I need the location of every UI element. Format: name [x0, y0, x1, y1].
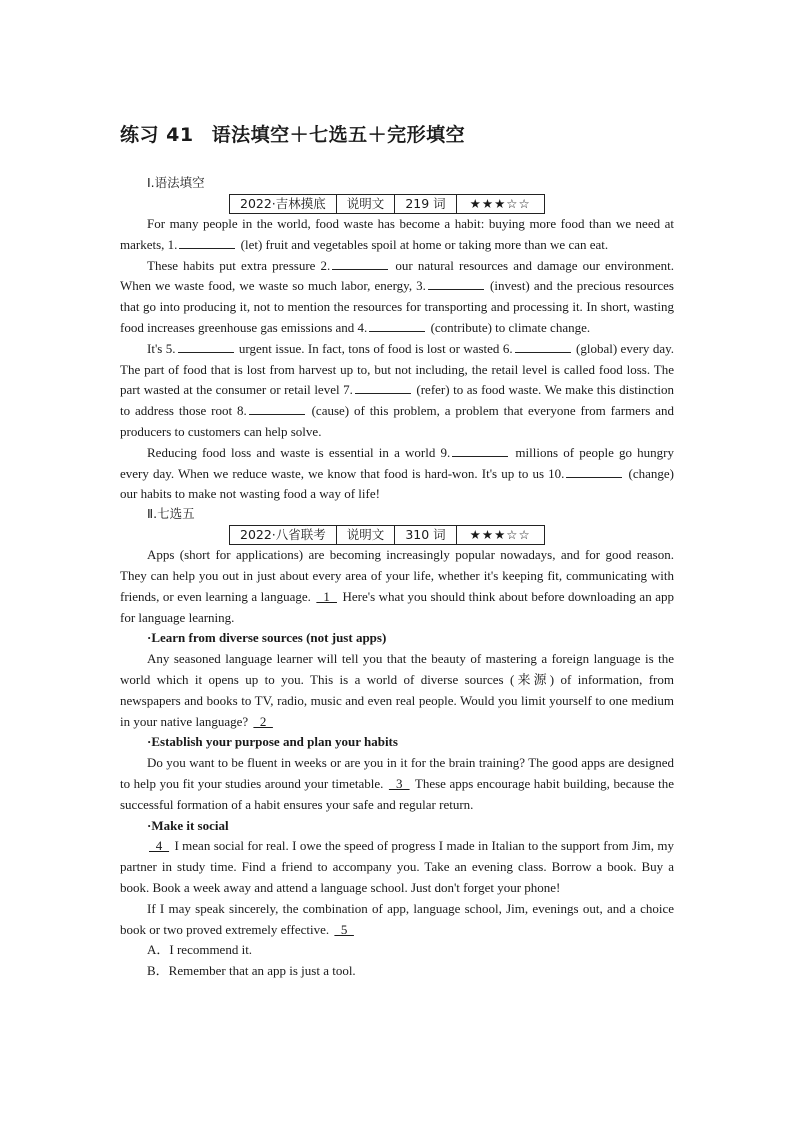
answer-blank-3[interactable]: [428, 277, 484, 290]
gap-4[interactable]: 4: [149, 838, 170, 854]
wordcount-cell: 219 词: [395, 195, 456, 214]
grammar-paragraph-1: For many people in the world, food waste has become a habit: buying more food than we need at markets, 1. (let) fruit and vegetables spoil at home or taking more than we can eat.: [120, 216, 674, 252]
answer-blank-6[interactable]: [515, 340, 571, 353]
gap-5[interactable]: 5: [334, 921, 354, 937]
genre-cell: 说明文: [336, 526, 395, 545]
subheading-social: ·Make it social: [147, 817, 229, 833]
option-b: B．Remember that an app is just a tool.: [147, 963, 356, 979]
grammar-paragraph-2: These habits put extra pressure 2. our natural resources and damage our environment. When we waste food, we waste so much labor, energy, 3. (invest) and the precious resources that go into producing it, not to mention the resources for transporting and processing it. In short, wasting food increases greenhouse gas emissions and 4. (contribute) to climate change.: [120, 257, 674, 335]
answer-blank-9[interactable]: [452, 444, 508, 457]
answer-blank-7[interactable]: [355, 381, 411, 394]
section-label-seven-choose-five: Ⅱ.七选五: [147, 506, 195, 522]
answer-blank-10[interactable]: [566, 465, 622, 478]
source-cell: 2022·吉林摸底: [230, 195, 337, 214]
grammar-paragraph-4: Reducing food loss and waste is essential in a world 9. millions of people go hungry every day. When we reduce waste, we know that food is hard-won. It's up to us 10. (change) our habits to make not wasting food a way of life!: [120, 444, 675, 502]
exercise-number: 练习 41: [120, 124, 194, 146]
reading-paragraph-2: Any seasoned language learner will tell you that the beauty of mastering a foreign language is the world which it opens up to you. This is a world of diverse sources (来源) of information, from newspapers and books to TV, radio, music and even real people. Would you limit yourself to one medium in your native language? 2: [120, 651, 674, 729]
section-label-grammar: Ⅰ.语法填空: [147, 175, 205, 190]
gap-3[interactable]: 3: [388, 775, 410, 791]
genre-cell: 说明文: [336, 195, 395, 214]
passage-info-table: [229, 194, 545, 214]
content: [120, 174, 674, 982]
reading-paragraph-5: If I may speak sincerely, the combination of app, language school, Jim, evenings out, and a choice book or two proved extremely effective. 5: [120, 900, 674, 937]
reading-paragraph-3: Do you want to be fluent in weeks or are you in it for the brain training? The good apps are designed to help you fit your studies around your timetable. 3 These apps encourage habit building, because the successful formation of a habit ensures your safe and regular return.: [120, 755, 675, 812]
answer-blank-5[interactable]: [178, 340, 234, 353]
answer-blank-2[interactable]: [332, 257, 388, 270]
wordcount-cell: 310 词: [395, 526, 456, 545]
gap-2[interactable]: 2: [253, 713, 273, 729]
subheading-purpose-habits: ·Establish your purpose and plan your habits: [147, 734, 398, 750]
answer-blank-8[interactable]: [249, 402, 305, 415]
reading-paragraph-4: 4 I mean social for real. I owe the speed of progress I made in Italian to the support from Jim, my partner in study time. Find a friend to accompany you. Take an evening class. Borrow a book. Buy a book. Book a week away and attend a language school. Just don't forget your phone!: [120, 838, 674, 895]
passage-info-table-2: [229, 525, 545, 545]
difficulty-stars: ★★★☆☆: [456, 526, 544, 545]
difficulty-stars: ★★★☆☆: [456, 195, 544, 214]
exercise-title: 语法填空＋七选五＋完形填空: [211, 124, 466, 146]
page-title: [120, 120, 465, 147]
answer-blank-4[interactable]: [369, 319, 425, 332]
option-a: A．I recommend it.: [147, 942, 253, 958]
gap-1[interactable]: 1: [316, 588, 337, 604]
answer-blank-1[interactable]: [179, 236, 235, 249]
source-cell: 2022·八省联考: [230, 526, 337, 545]
reading-paragraph-1: Apps (short for applications) are becoming increasingly popular nowadays, and for good reason. They can help you out in just about every area of your life, whether it's keeping fit, communicating with friends, or even learning a language. 1 Here's what you should think about before downloading an app for language learning.: [120, 547, 674, 625]
grammar-paragraph-3: It's 5. urgent issue. In fact, tons of food is lost or wasted 6. (global) every day. The part of food that is lost from harvest up to, but not including, the retail level is called food loss. The part wasted at the consumer or retail level 7. (refer) to as food waste. We make this distinction to address those root 8. (cause) of this problem, a problem that everyone from farmers and producers to customers can help solve.: [120, 340, 675, 439]
subheading-diverse-sources: ·Learn from diverse sources (not just apps): [147, 630, 387, 646]
